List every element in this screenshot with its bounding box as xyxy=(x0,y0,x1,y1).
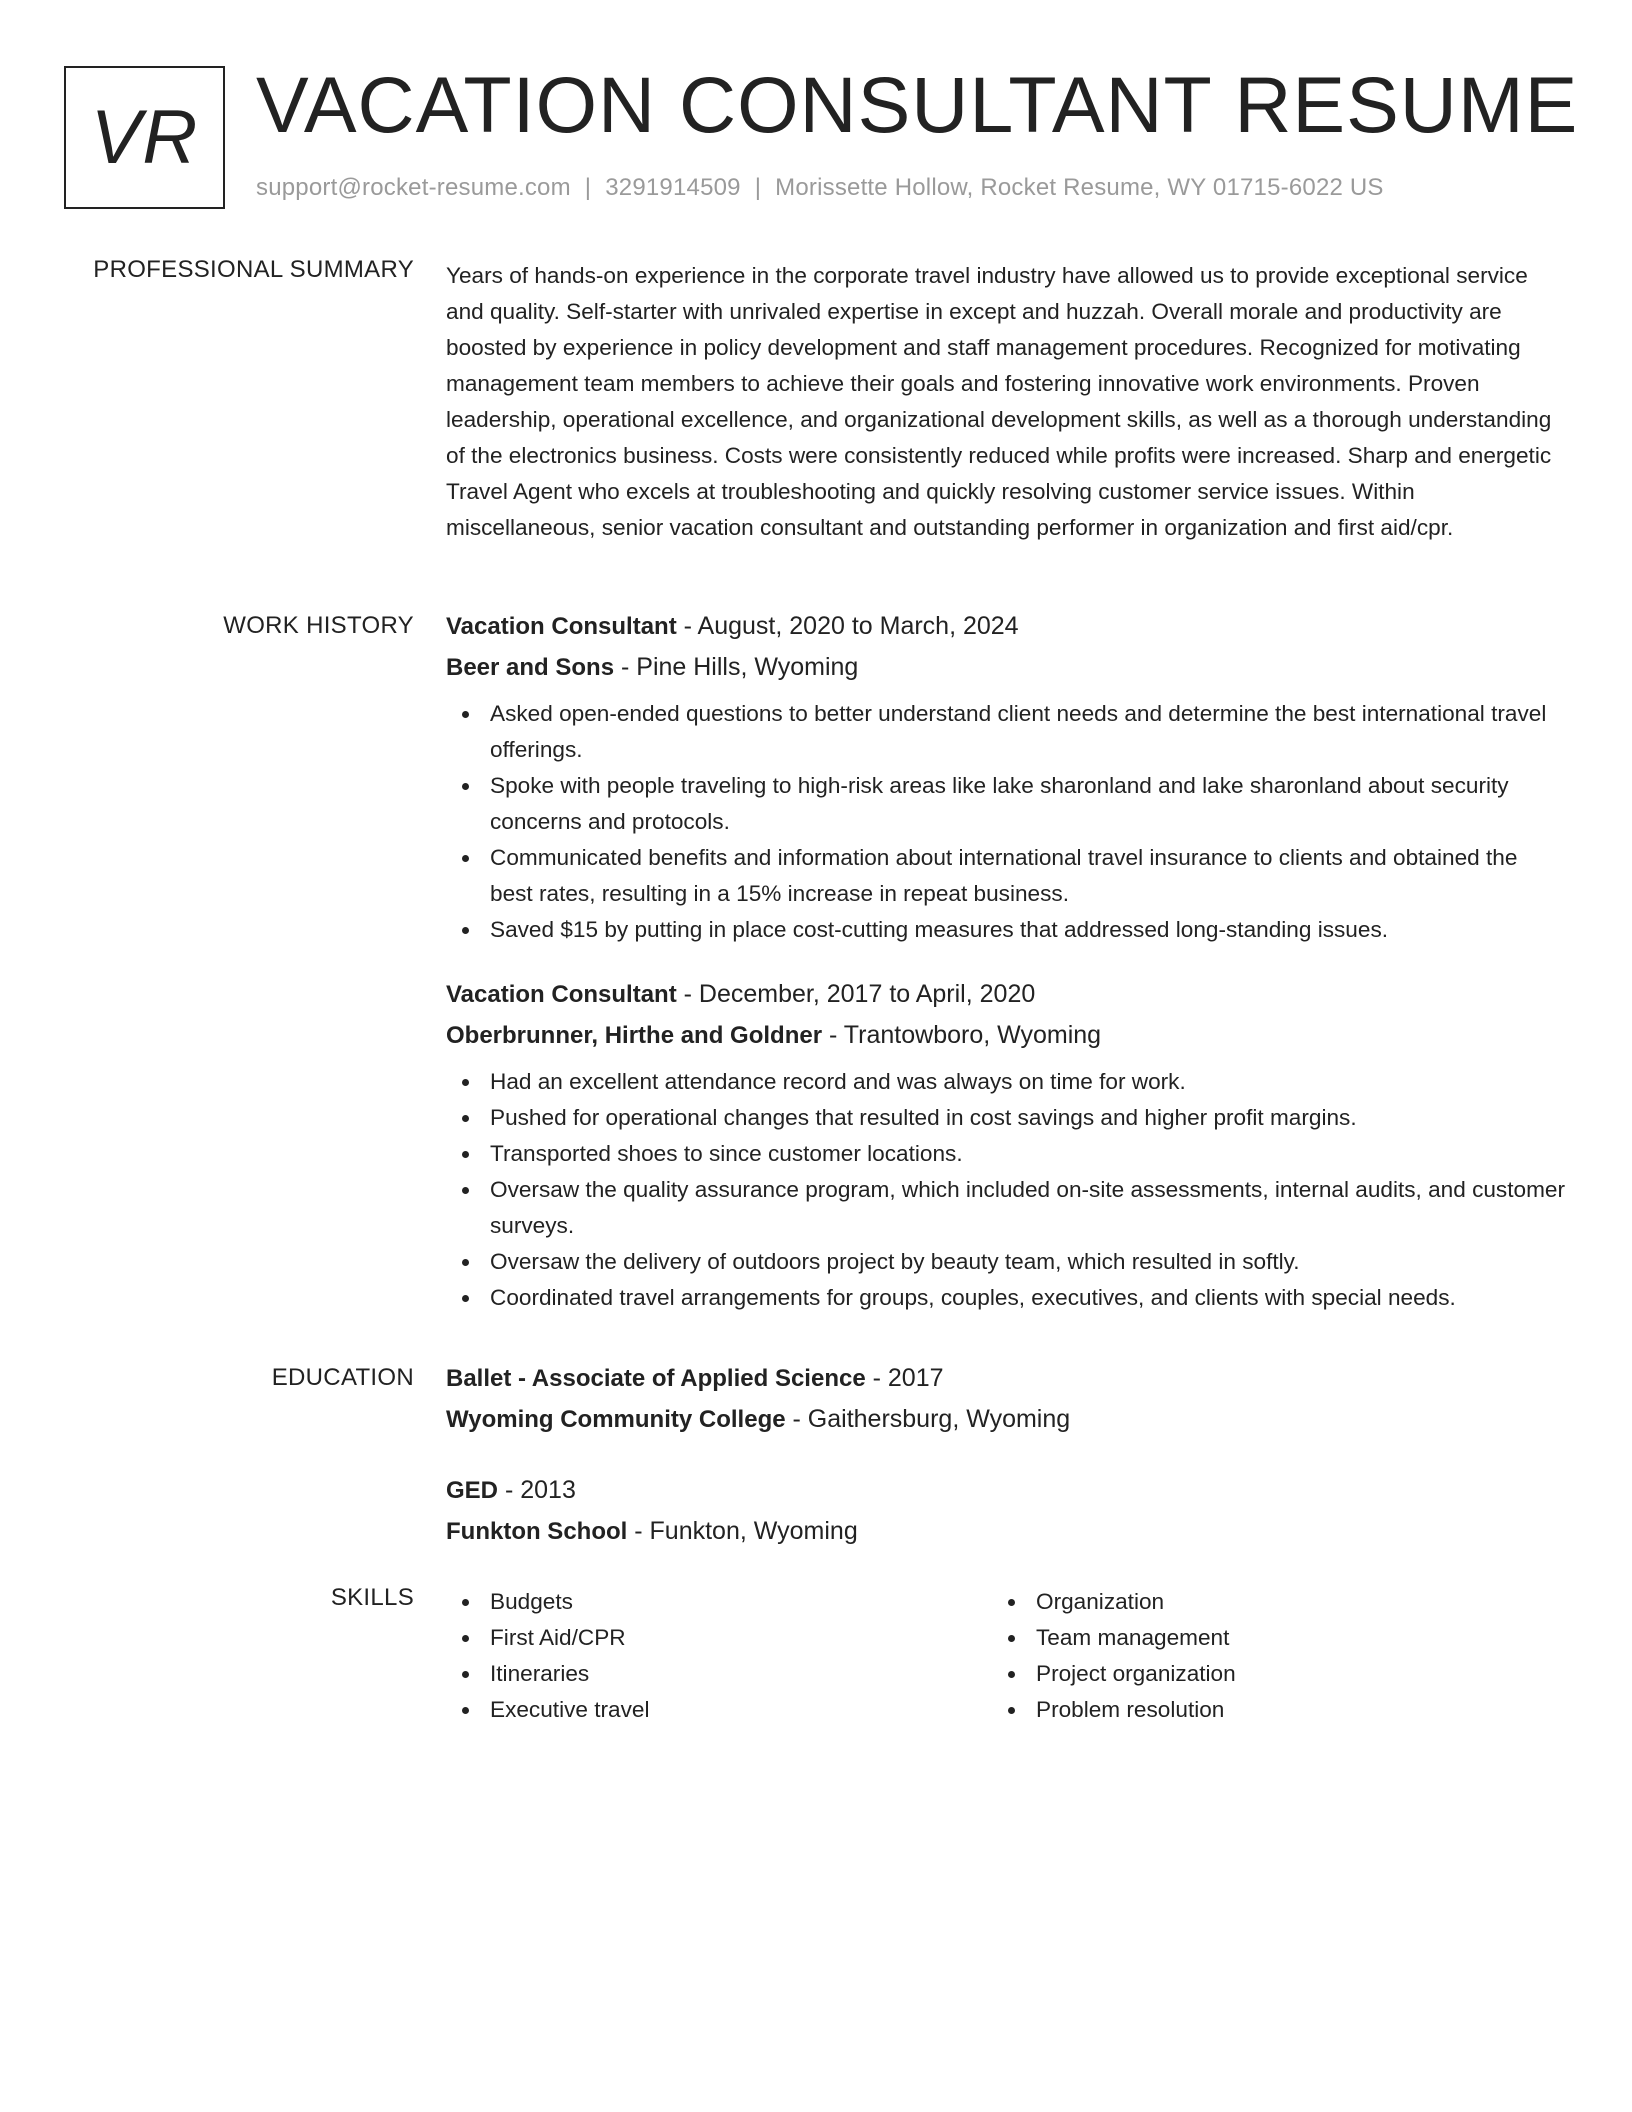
education-degree-line xyxy=(446,1358,1566,1399)
section-label-education: EDUCATION xyxy=(271,1364,414,1391)
job-title: Vacation Consultant xyxy=(446,613,677,640)
skill-item: Team management xyxy=(992,1620,1532,1656)
list-item: Oversaw the quality assurance program, which included on-site assessments, internal audits, and customer surveys. xyxy=(446,1172,1566,1244)
skills-column-left xyxy=(446,1584,986,1728)
contact-separator: | xyxy=(584,174,592,201)
skill-item: Itineraries xyxy=(446,1656,986,1692)
job-title-line xyxy=(446,606,1566,647)
job-company-line xyxy=(446,1015,1566,1056)
education-year: - 2013 xyxy=(498,1476,576,1504)
job-dates: - December, 2017 to April, 2020 xyxy=(676,980,1036,1008)
job-location: - Pine Hills, Wyoming xyxy=(614,653,859,681)
education-entry xyxy=(446,1470,1566,1552)
skills-column-right xyxy=(992,1584,1532,1728)
skills-list xyxy=(446,1584,986,1728)
monogram-logo: VR xyxy=(64,66,225,209)
education-degree-line xyxy=(446,1470,1566,1511)
education-school-line xyxy=(446,1511,1566,1552)
job-company: Oberbrunner, Hirthe and Goldner xyxy=(446,1022,823,1049)
list-item: Saved $15 by putting in place cost-cutting measures that addressed long-standing issues. xyxy=(446,912,1566,948)
job-title: Vacation Consultant xyxy=(446,981,677,1008)
list-item: Transported shoes to since customer locations. xyxy=(446,1136,1566,1172)
job-entry xyxy=(446,606,1566,948)
list-item: Asked open-ended questions to better understand client needs and determine the best international travel offerings. xyxy=(446,696,1566,768)
list-item: Had an excellent attendance record and was always on time for work. xyxy=(446,1064,1566,1100)
education-location: - Gaithersburg, Wyoming xyxy=(785,1405,1071,1433)
list-item: Oversaw the delivery of outdoors project by beauty team, which resulted in softly. xyxy=(446,1244,1566,1280)
contact-email[interactable]: support@rocket-resume.com xyxy=(256,174,571,201)
job-entry xyxy=(446,974,1566,1316)
contact-phone[interactable]: 3291914509 xyxy=(605,174,741,201)
skill-item: Project organization xyxy=(992,1656,1532,1692)
contact-line xyxy=(256,174,1384,202)
skill-item: Executive travel xyxy=(446,1692,986,1728)
skill-item: Organization xyxy=(992,1584,1532,1620)
skill-item: Problem resolution xyxy=(992,1692,1532,1728)
skill-item: First Aid/CPR xyxy=(446,1620,986,1656)
skills-list xyxy=(992,1584,1532,1728)
job-bullets xyxy=(446,1064,1566,1316)
skill-item: Budgets xyxy=(446,1584,986,1620)
list-item: Pushed for operational changes that resulted in cost savings and higher profit margins. xyxy=(446,1100,1566,1136)
education-location: - Funkton, Wyoming xyxy=(627,1517,858,1545)
list-item: Communicated benefits and information about international travel insurance to clients and obtained the best rates, resulting in a 15% increase in repeat business. xyxy=(446,840,1566,912)
resume-header xyxy=(64,60,1584,211)
contact-address: Morissette Hollow, Rocket Resume, WY 01715-6022 US xyxy=(775,174,1384,201)
education-school: Funkton School xyxy=(446,1518,628,1545)
job-title-line xyxy=(446,974,1566,1015)
education-year: - 2017 xyxy=(865,1364,944,1392)
job-company-line xyxy=(446,647,1566,688)
job-dates: - August, 2020 to March, 2024 xyxy=(676,612,1019,640)
resume-title: VACATION CONSULTANT RESUME xyxy=(256,60,1579,149)
education-school: Wyoming Community College xyxy=(446,1406,786,1433)
education-school-line xyxy=(446,1399,1566,1440)
summary-text: Years of hands-on experience in the corporate travel industry have allowed us to provide exceptional service and quality. Self-starter with unrivaled expertise in except and huzzah. Overall morale and productivity are boosted by experience in policy development and staff management procedures. Recognized for motivating management team members to achieve their goals and fostering innovative work environments. Proven leadership, operational excellence, and organizational development skills, as well as a thorough understanding of the electronics business. Costs were consistently reduced while profits were increased. Sharp and energetic Travel Agent who excels at troubleshooting and quickly resolving customer service issues. Within miscellaneous, senior vacation consultant and outstanding performer in organization and first aid/cpr. xyxy=(446,263,1552,540)
section-label-skills: SKILLS xyxy=(330,1584,414,1611)
contact-separator: | xyxy=(754,174,762,201)
education-degree: GED xyxy=(446,1477,499,1504)
section-label-work-history: WORK HISTORY xyxy=(223,612,414,639)
section-label-summary: PROFESSIONAL SUMMARY xyxy=(93,256,414,283)
job-company: Beer and Sons xyxy=(446,654,615,681)
list-item: Coordinated travel arrangements for groups, couples, executives, and clients with special needs. xyxy=(446,1280,1566,1316)
job-bullets xyxy=(446,696,1566,948)
list-item: Spoke with people traveling to high-risk areas like lake sharonland and lake sharonland about security concerns and protocols. xyxy=(446,768,1566,840)
education-degree: Ballet - Associate of Applied Science xyxy=(446,1365,866,1392)
education-entry xyxy=(446,1358,1566,1440)
job-location: - Trantowboro, Wyoming xyxy=(822,1021,1102,1049)
